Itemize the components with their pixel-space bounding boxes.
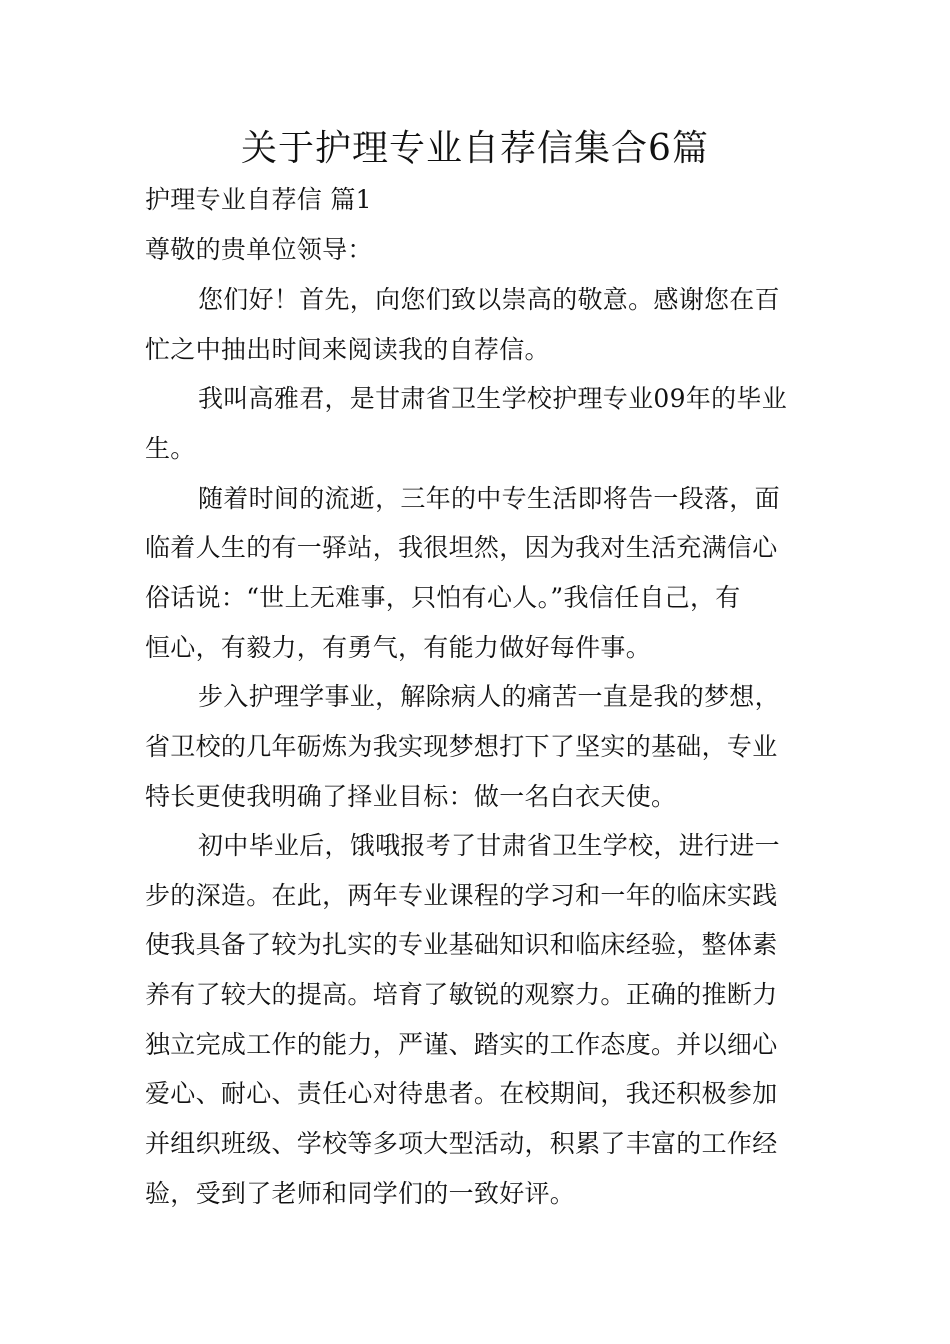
paragraph-line: 验，受到了老师和同学们的一致好评。 [145, 1179, 576, 1208]
paragraph-line: 独立完成工作的能力，严谨、踏实的工作态度。并以细心 [145, 1030, 778, 1059]
section-heading: 护理专业自荐信 篇1 [145, 185, 372, 214]
paragraph-line: 步的深造。在此，两年专业课程的学习和一年的临床实践 [145, 881, 778, 910]
paragraph-line: 养有了较大的提高。培育了敏锐的观察力。正确的推断力 [145, 980, 778, 1009]
document-title: 关于护理专业自荐信集合6篇 [241, 128, 709, 169]
paragraph-line: 爱心、耐心、责任心对待患者。在校期间，我还积极参加 [145, 1079, 778, 1108]
paragraph-line: 初中毕业后，饿哦报考了甘肃省卫生学校，进行进一 [198, 831, 780, 860]
paragraph-line: 随着时间的流逝，三年的中专生活即将告一段落，面 [198, 484, 780, 513]
paragraph-line: 步入护理学事业，解除病人的痛苦一直是我的梦想， [198, 682, 780, 711]
paragraph-line: 您们好！首先，向您们致以崇高的敬意。感谢您在百 [198, 285, 780, 314]
paragraph-line: 省卫校的几年砺炼为我实现梦想打下了坚实的基础，专业 [145, 732, 778, 761]
paragraph-line: 恒心，有毅力，有勇气，有能力做好每件事。 [145, 633, 652, 662]
paragraph-line: 特长更使我明确了择业目标：做一名白衣天使。 [145, 782, 677, 811]
paragraph-line: 并组织班级、学校等多项大型活动，积累了丰富的工作经 [145, 1129, 778, 1158]
paragraph-line: 我叫高雅君，是甘肃省卫生学校护理专业09年的毕业 [198, 384, 788, 413]
paragraph-line: 临着人生的有一驿站，我很坦然，因为我对生活充满信心 [145, 533, 778, 562]
salutation: 尊敬的贵单位领导： [145, 235, 373, 264]
paragraph-line: 忙之中抽出时间来阅读我的自荐信。 [145, 335, 550, 364]
paragraph-line: 生。 [145, 434, 196, 463]
paragraph-line: 俗话说：“世上无难事，只怕有心人。”我信任自己，有 [145, 583, 741, 612]
paragraph-line: 使我具备了较为扎实的专业基础知识和临床经验，整体素 [145, 930, 778, 959]
